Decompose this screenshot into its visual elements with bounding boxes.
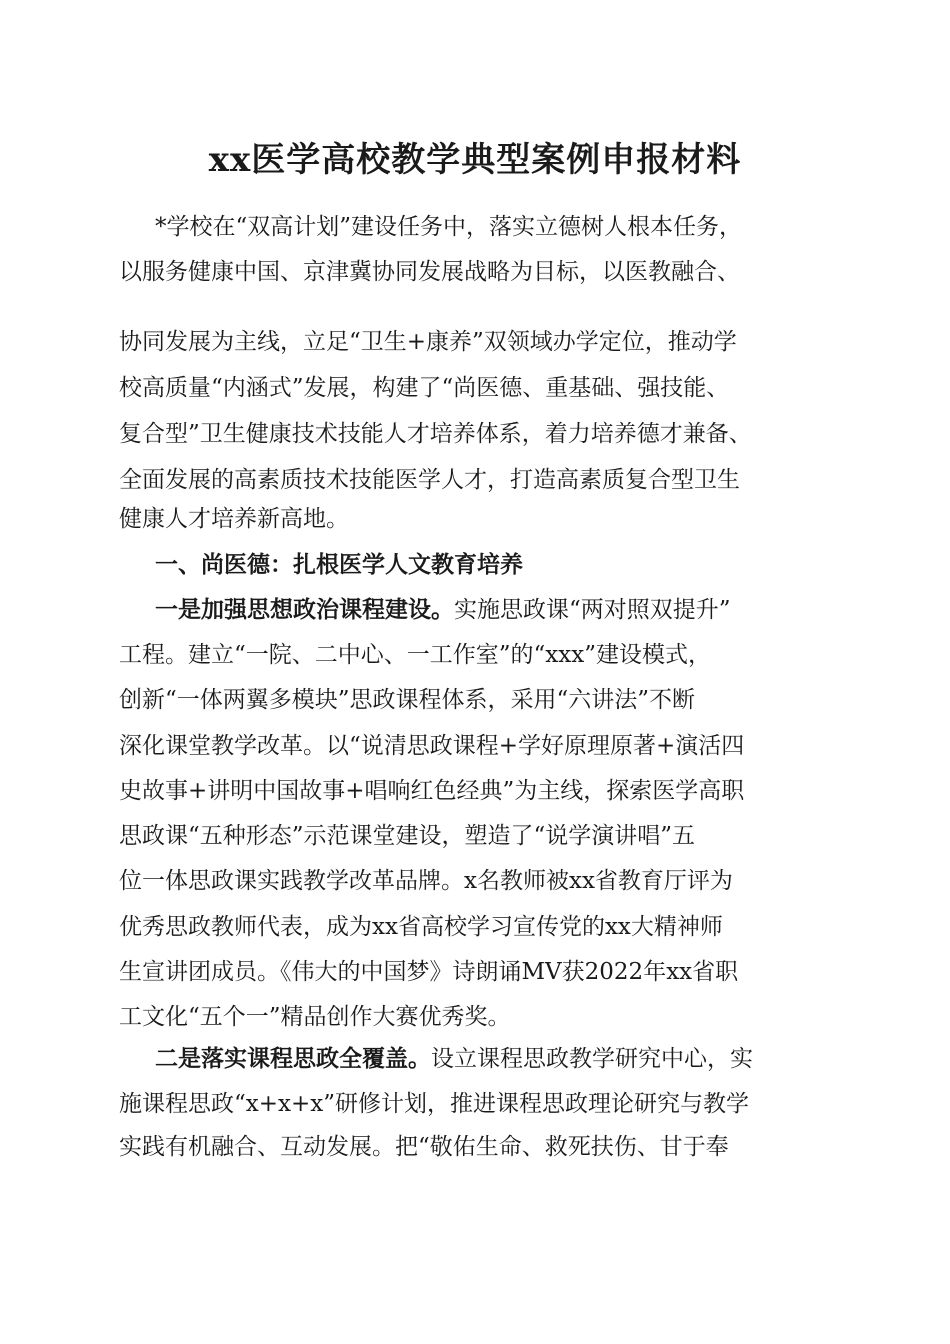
para2-line-1 bbox=[155, 1042, 753, 1076]
intro-line-4: 校高质量“内涵式”发展，构建了“尚医德、重基础、强技能、 bbox=[119, 375, 730, 401]
para2-first-rest: 设立课程思政教学研究中心，实 bbox=[431, 1046, 753, 1072]
para1-line-8: 优秀思政教师代表，成为xx省高校学习宣传党的xx大精神师 bbox=[119, 914, 723, 940]
intro-line-1: *学校在“双高计划”建设任务中，落实立德树人根本任务， bbox=[155, 214, 743, 240]
para1-line-7: 位一体思政课实践教学改革品牌。x名教师被xx省教育厅评为 bbox=[119, 868, 733, 894]
para1-first-rest: 实施思政课“两对照双提升” bbox=[454, 597, 731, 623]
section-heading-1: 一、尚医德：扎根医学人文教育培养 bbox=[155, 551, 523, 578]
intro-line-3: 协同发展为主线，立足“卫生+康养”双领域办学定位，推动学 bbox=[119, 329, 737, 355]
document-title: xx医学高校教学典型案例申报材料 bbox=[208, 140, 742, 180]
para1-line-9: 生宣讲团成员。《伟大的中国梦》诗朗诵MV获2022年xx省职 bbox=[119, 959, 739, 985]
intro-line-2: 以服务健康中国、京津冀协同发展战略为目标，以医教融合、 bbox=[119, 259, 740, 285]
intro-line-7: 健康人才培养新高地。 bbox=[119, 506, 349, 532]
para1-line-3: 创新“一体两翼多模块”思政课程体系，采用“六讲法”不断 bbox=[119, 687, 696, 713]
para1-lead: 一是加强思想政治课程建设。 bbox=[155, 596, 454, 623]
para1-line-1 bbox=[155, 593, 731, 627]
para1-line-5: 史故事+讲明中国故事+唱响红色经典”为主线，探索医学高职 bbox=[119, 778, 745, 804]
para2-lead: 二是落实课程思政全覆盖。 bbox=[155, 1045, 431, 1072]
para1-line-6: 思政课“五种形态”示范课堂建设，塑造了“说学演讲唱”五 bbox=[119, 823, 696, 849]
para2-line-2: 施课程思政“x+x+x”研修计划，推进课程思政理论研究与教学 bbox=[119, 1091, 749, 1117]
para1-line-2: 工程。建立“一院、二中心、一工作室”的“xxx”建设模式， bbox=[119, 642, 711, 668]
para2-line-3: 实践有机融合、互动发展。把“敬佑生命、救死扶伤、甘于奉 bbox=[119, 1134, 729, 1160]
para1-line-10: 工文化“五个一”精品创作大赛优秀奖。 bbox=[119, 1004, 511, 1030]
intro-line-5: 复合型”卫生健康技术技能人才培养体系，着力培养德才兼备、 bbox=[119, 421, 752, 447]
intro-line-6: 全面发展的高素质技术技能医学人才，打造高素质复合型卫生 bbox=[119, 467, 740, 493]
para1-line-4: 深化课堂教学改革。以“说清思政课程+学好原理原著+演活四 bbox=[119, 733, 745, 759]
